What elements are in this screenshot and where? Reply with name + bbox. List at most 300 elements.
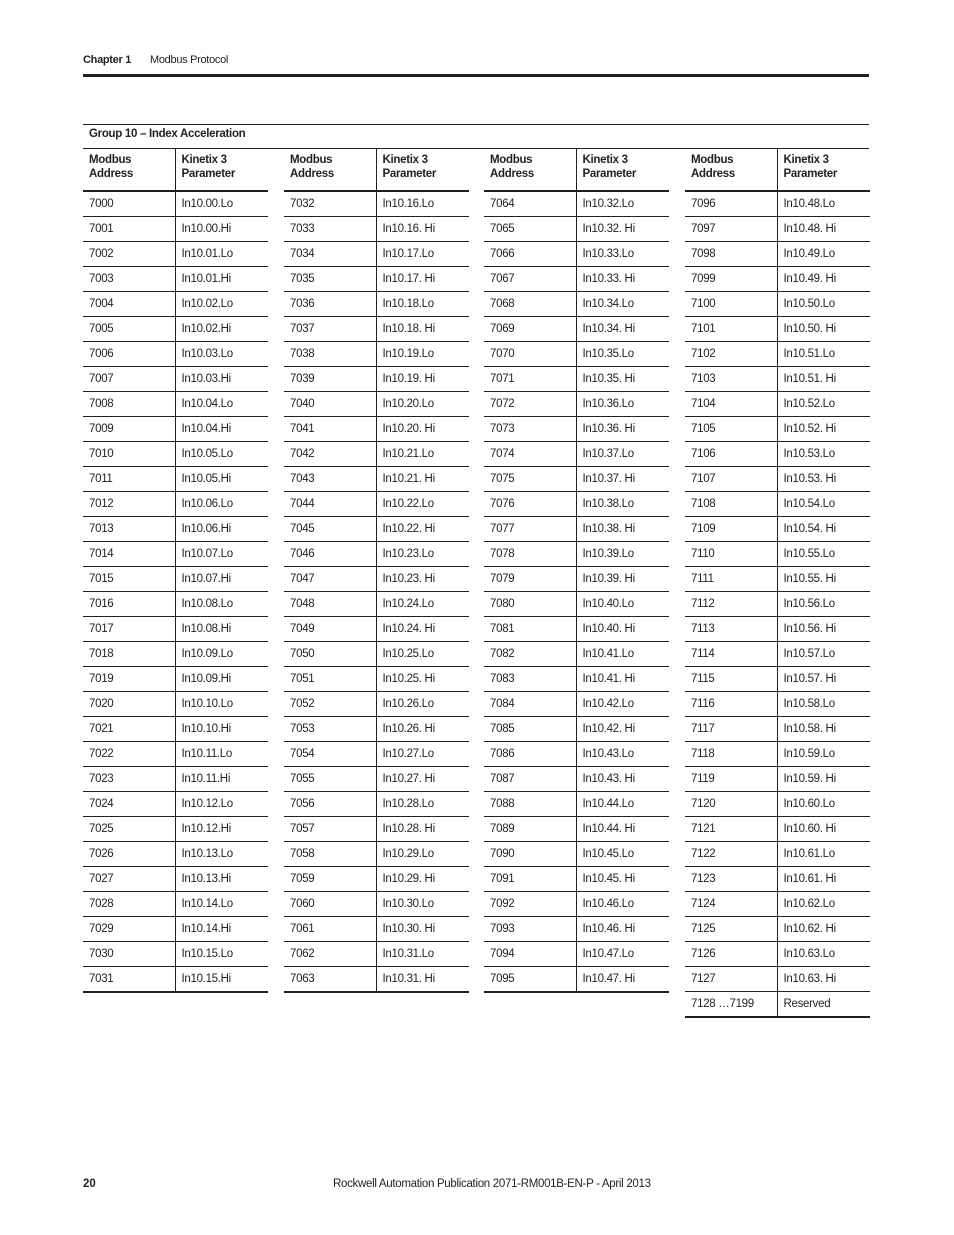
- modbus-address-cell: 7100: [685, 292, 777, 317]
- table-row: [83, 492, 268, 517]
- parameter-cell: In10.07.Lo: [175, 542, 268, 567]
- table-header-row: [284, 149, 469, 191]
- table-row: [484, 442, 669, 467]
- table-row: [284, 342, 469, 367]
- column-header-parameter: Kinetix 3 Parameter: [777, 149, 870, 191]
- parameter-cell: In10.22. Hi: [376, 517, 469, 542]
- table-row: [484, 267, 669, 292]
- table-row: [685, 292, 870, 317]
- table-row: [83, 567, 268, 592]
- table-row: [83, 817, 268, 842]
- parameter-cell: In10.04.Lo: [175, 392, 268, 417]
- table-row: [685, 917, 870, 942]
- table-row: [83, 442, 268, 467]
- modbus-address-cell: 7030: [83, 942, 175, 967]
- parameter-cell: In10.26. Hi: [376, 717, 469, 742]
- modbus-address-cell: 7031: [83, 967, 175, 993]
- column-header-address: Modbus Address: [284, 149, 376, 191]
- parameter-cell: In10.15.Lo: [175, 942, 268, 967]
- parameter-cell: In10.34.Lo: [576, 292, 669, 317]
- page-header: [83, 54, 869, 76]
- table-row: [83, 317, 268, 342]
- parameter-cell: In10.35.Lo: [576, 342, 669, 367]
- table-row: [484, 892, 669, 917]
- table-row: [685, 317, 870, 342]
- parameter-cell: In10.34. Hi: [576, 317, 669, 342]
- parameter-cell: In10.58. Hi: [777, 717, 870, 742]
- modbus-address-cell: 7032: [284, 191, 376, 217]
- table-row: [83, 717, 268, 742]
- parameter-cell: In10.55. Hi: [777, 567, 870, 592]
- modbus-address-cell: 7002: [83, 242, 175, 267]
- column-header-address: Modbus Address: [484, 149, 576, 191]
- table-row: [284, 667, 469, 692]
- table-row: [484, 617, 669, 642]
- parameter-cell: In10.10.Lo: [175, 692, 268, 717]
- parameter-cell: In10.22.Lo: [376, 492, 469, 517]
- modbus-table: [83, 149, 268, 993]
- chapter-title: Modbus Protocol: [150, 54, 229, 66]
- modbus-address-cell: 7107: [685, 467, 777, 492]
- modbus-address-cell: 7012: [83, 492, 175, 517]
- parameter-cell: In10.41. Hi: [576, 667, 669, 692]
- parameter-cell: In10.58.Lo: [777, 692, 870, 717]
- table-row: [284, 767, 469, 792]
- table-row: [284, 792, 469, 817]
- parameter-cell: In10.31.Lo: [376, 942, 469, 967]
- modbus-address-cell: 7081: [484, 617, 576, 642]
- modbus-address-cell: 7029: [83, 917, 175, 942]
- table-row: [484, 867, 669, 892]
- modbus-address-cell: 7046: [284, 542, 376, 567]
- table-row: [484, 217, 669, 242]
- parameter-cell: In10.06.Lo: [175, 492, 268, 517]
- table-row: [83, 942, 268, 967]
- parameter-cell: In10.59. Hi: [777, 767, 870, 792]
- parameter-cell: In10.52. Hi: [777, 417, 870, 442]
- parameter-cell: In10.30.Lo: [376, 892, 469, 917]
- parameter-cell: In10.09.Hi: [175, 667, 268, 692]
- chapter-label: Chapter 1: [83, 54, 132, 66]
- modbus-address-cell: 7025: [83, 817, 175, 842]
- parameter-cell: In10.56.Lo: [777, 592, 870, 617]
- table-row: [484, 692, 669, 717]
- modbus-address-cell: 7074: [484, 442, 576, 467]
- column-header-address: Modbus Address: [685, 149, 777, 191]
- table-row: [484, 292, 669, 317]
- modbus-address-cell: 7091: [484, 867, 576, 892]
- parameter-cell: In10.39.Lo: [576, 542, 669, 567]
- modbus-address-cell: 7045: [284, 517, 376, 542]
- table-row: [284, 842, 469, 867]
- modbus-address-cell: 7020: [83, 692, 175, 717]
- modbus-address-cell: 7083: [484, 667, 576, 692]
- table-row: [484, 942, 669, 967]
- modbus-address-cell: 7063: [284, 967, 376, 993]
- parameter-cell: In10.17. Hi: [376, 267, 469, 292]
- parameter-cell: In10.57. Hi: [777, 667, 870, 692]
- parameter-cell: In10.40.Lo: [576, 592, 669, 617]
- modbus-address-cell: 7021: [83, 717, 175, 742]
- table-row: [284, 242, 469, 267]
- table-row: [484, 592, 669, 617]
- table-row: [685, 492, 870, 517]
- parameter-cell: In10.03.Lo: [175, 342, 268, 367]
- parameter-cell: In10.37.Lo: [576, 442, 669, 467]
- modbus-address-cell: 7072: [484, 392, 576, 417]
- modbus-address-cell: 7018: [83, 642, 175, 667]
- parameter-cell: In10.23.Lo: [376, 542, 469, 567]
- table-row: [83, 367, 268, 392]
- table-row: [83, 342, 268, 367]
- table-row: [484, 817, 669, 842]
- modbus-address-cell: 7024: [83, 792, 175, 817]
- parameter-cell: In10.30. Hi: [376, 917, 469, 942]
- table-row: [83, 191, 268, 217]
- modbus-address-cell: 7010: [83, 442, 175, 467]
- modbus-address-cell: 7106: [685, 442, 777, 467]
- parameter-cell: In10.47.Lo: [576, 942, 669, 967]
- parameter-cell: In10.53.Lo: [777, 442, 870, 467]
- table-row: [83, 592, 268, 617]
- modbus-address-cell: 7115: [685, 667, 777, 692]
- modbus-address-cell: 7087: [484, 767, 576, 792]
- modbus-address-cell: 7061: [284, 917, 376, 942]
- table-row: [484, 792, 669, 817]
- table-row: [484, 917, 669, 942]
- modbus-address-cell: 7004: [83, 292, 175, 317]
- parameter-cell: In10.45.Lo: [576, 842, 669, 867]
- parameter-cell: In10.25.Lo: [376, 642, 469, 667]
- modbus-address-cell: 7059: [284, 867, 376, 892]
- table-row: [685, 942, 870, 967]
- modbus-address-cell: 7067: [484, 267, 576, 292]
- parameter-cell: In10.11.Lo: [175, 742, 268, 767]
- modbus-address-cell: 7036: [284, 292, 376, 317]
- parameter-cell: In10.36. Hi: [576, 417, 669, 442]
- modbus-address-cell: 7095: [484, 967, 576, 993]
- parameter-cell: In10.44. Hi: [576, 817, 669, 842]
- parameter-cell: In10.49.Lo: [777, 242, 870, 267]
- modbus-address-cell: 7103: [685, 367, 777, 392]
- parameter-cell: In10.27. Hi: [376, 767, 469, 792]
- parameter-cell: In10.38.Lo: [576, 492, 669, 517]
- parameter-cell: In10.19.Lo: [376, 342, 469, 367]
- modbus-address-cell: 7069: [484, 317, 576, 342]
- table-row: [83, 667, 268, 692]
- modbus-address-cell: 7044: [284, 492, 376, 517]
- table-row: [484, 717, 669, 742]
- parameter-cell: In10.02.Hi: [175, 317, 268, 342]
- table-row: [685, 617, 870, 642]
- table-row: [83, 917, 268, 942]
- parameter-cell: In10.13.Hi: [175, 867, 268, 892]
- table-row: [484, 642, 669, 667]
- column-header-parameter: Kinetix 3 Parameter: [376, 149, 469, 191]
- parameter-cell: In10.19. Hi: [376, 367, 469, 392]
- table-row: [284, 717, 469, 742]
- modbus-address-cell: 7047: [284, 567, 376, 592]
- parameter-cell: In10.46. Hi: [576, 917, 669, 942]
- table-row: [685, 792, 870, 817]
- modbus-address-cell: 7038: [284, 342, 376, 367]
- modbus-address-cell: 7089: [484, 817, 576, 842]
- table-row: [83, 742, 268, 767]
- parameter-cell: In10.20. Hi: [376, 417, 469, 442]
- table-row: [484, 667, 669, 692]
- modbus-address-cell: 7008: [83, 392, 175, 417]
- table-row: [284, 642, 469, 667]
- parameter-cell: In10.60.Lo: [777, 792, 870, 817]
- modbus-address-cell: 7027: [83, 867, 175, 892]
- table-row: [83, 792, 268, 817]
- table-row: [685, 217, 870, 242]
- table-row: [83, 217, 268, 242]
- modbus-table: [484, 149, 669, 993]
- table-row: [685, 742, 870, 767]
- parameter-cell: In10.05.Hi: [175, 467, 268, 492]
- table-row: [685, 417, 870, 442]
- table-row: [284, 492, 469, 517]
- register-table: [83, 149, 268, 993]
- modbus-address-cell: 7053: [284, 717, 376, 742]
- modbus-address-cell: 7073: [484, 417, 576, 442]
- parameter-cell: In10.13.Lo: [175, 842, 268, 867]
- modbus-address-cell: 7071: [484, 367, 576, 392]
- parameter-cell: In10.35. Hi: [576, 367, 669, 392]
- parameter-cell: In10.32.Lo: [576, 191, 669, 217]
- parameter-cell: In10.48. Hi: [777, 217, 870, 242]
- parameter-cell: In10.21.Lo: [376, 442, 469, 467]
- table-row: [284, 442, 469, 467]
- modbus-address-cell: 7062: [284, 942, 376, 967]
- parameter-cell: In10.27.Lo: [376, 742, 469, 767]
- modbus-address-cell: 7016: [83, 592, 175, 617]
- table-row: [685, 467, 870, 492]
- modbus-address-cell: 7026: [83, 842, 175, 867]
- modbus-address-cell: 7076: [484, 492, 576, 517]
- table-row: [685, 717, 870, 742]
- table-row: [685, 767, 870, 792]
- parameter-cell: In10.43. Hi: [576, 767, 669, 792]
- table-row: [685, 542, 870, 567]
- parameter-cell: In10.18.Lo: [376, 292, 469, 317]
- modbus-address-cell: 7123: [685, 867, 777, 892]
- modbus-address-cell: 7110: [685, 542, 777, 567]
- column-header-address: Modbus Address: [83, 149, 175, 191]
- modbus-address-cell: 7080: [484, 592, 576, 617]
- parameter-cell: In10.61.Lo: [777, 842, 870, 867]
- parameter-cell: In10.46.Lo: [576, 892, 669, 917]
- table-row: [284, 942, 469, 967]
- parameter-cell: In10.62.Lo: [777, 892, 870, 917]
- table-row: [83, 517, 268, 542]
- table-row: [484, 492, 669, 517]
- modbus-address-cell: 7098: [685, 242, 777, 267]
- table-row: [284, 892, 469, 917]
- parameter-cell: In10.08.Hi: [175, 617, 268, 642]
- modbus-address-cell: 7049: [284, 617, 376, 642]
- modbus-address-cell: 7005: [83, 317, 175, 342]
- parameter-cell: In10.01.Hi: [175, 267, 268, 292]
- parameter-cell: In10.54.Lo: [777, 492, 870, 517]
- table-row: [284, 617, 469, 642]
- modbus-address-cell: 7054: [284, 742, 376, 767]
- parameter-cell: In10.04.Hi: [175, 417, 268, 442]
- parameter-cell: In10.24. Hi: [376, 617, 469, 642]
- parameter-cell: In10.16.Lo: [376, 191, 469, 217]
- parameter-cell: In10.02.Lo: [175, 292, 268, 317]
- column-header-parameter: Kinetix 3 Parameter: [576, 149, 669, 191]
- modbus-address-cell: 7051: [284, 667, 376, 692]
- parameter-cell: In10.49. Hi: [777, 267, 870, 292]
- table-row: [284, 592, 469, 617]
- table-row: [685, 642, 870, 667]
- parameter-cell: In10.45. Hi: [576, 867, 669, 892]
- modbus-address-cell: 7001: [83, 217, 175, 242]
- register-table: [484, 149, 669, 993]
- modbus-address-cell: 7077: [484, 517, 576, 542]
- parameter-cell: In10.01.Lo: [175, 242, 268, 267]
- table-row: [484, 242, 669, 267]
- modbus-address-cell: 7082: [484, 642, 576, 667]
- modbus-address-cell: 7075: [484, 467, 576, 492]
- table-row: [484, 392, 669, 417]
- parameter-cell: In10.32. Hi: [576, 217, 669, 242]
- parameter-cell: In10.18. Hi: [376, 317, 469, 342]
- parameter-cell: In10.05.Lo: [175, 442, 268, 467]
- modbus-address-cell: 7101: [685, 317, 777, 342]
- modbus-address-cell: 7060: [284, 892, 376, 917]
- table-row: [284, 917, 469, 942]
- parameter-cell: In10.56. Hi: [777, 617, 870, 642]
- column-header-parameter: Kinetix 3 Parameter: [175, 149, 268, 191]
- modbus-address-cell: 7078: [484, 542, 576, 567]
- parameter-cell: In10.55.Lo: [777, 542, 870, 567]
- table-row: [685, 867, 870, 892]
- parameter-cell: In10.53. Hi: [777, 467, 870, 492]
- parameter-cell: In10.16. Hi: [376, 217, 469, 242]
- parameter-cell: In10.12.Lo: [175, 792, 268, 817]
- modbus-address-cell: 7055: [284, 767, 376, 792]
- table-row: [83, 617, 268, 642]
- table-header-row: [484, 149, 669, 191]
- header-divider: [83, 74, 869, 77]
- table-row: [484, 467, 669, 492]
- modbus-address-cell: 7070: [484, 342, 576, 367]
- modbus-address-cell: 7092: [484, 892, 576, 917]
- modbus-address-cell: 7019: [83, 667, 175, 692]
- parameter-cell: In10.51. Hi: [777, 367, 870, 392]
- modbus-address-cell: 7040: [284, 392, 376, 417]
- table-row: [83, 642, 268, 667]
- table-row: [685, 267, 870, 292]
- parameter-cell: In10.10.Hi: [175, 717, 268, 742]
- parameter-cell: In10.41.Lo: [576, 642, 669, 667]
- modbus-address-cell: 7128 …7199: [685, 992, 777, 1018]
- table-row: [685, 992, 870, 1018]
- table-row: [284, 317, 469, 342]
- modbus-address-cell: 7066: [484, 242, 576, 267]
- modbus-address-cell: 7079: [484, 567, 576, 592]
- table-row: [83, 867, 268, 892]
- parameter-cell: In10.31. Hi: [376, 967, 469, 993]
- table-row: [484, 742, 669, 767]
- modbus-address-cell: 7085: [484, 717, 576, 742]
- modbus-address-cell: 7108: [685, 492, 777, 517]
- modbus-address-cell: 7042: [284, 442, 376, 467]
- modbus-address-cell: 7121: [685, 817, 777, 842]
- parameter-cell: In10.25. Hi: [376, 667, 469, 692]
- modbus-address-cell: 7105: [685, 417, 777, 442]
- modbus-address-cell: 7017: [83, 617, 175, 642]
- modbus-address-cell: 7028: [83, 892, 175, 917]
- table-header-row: [83, 149, 268, 191]
- parameter-cell: In10.33.Lo: [576, 242, 669, 267]
- modbus-address-cell: 7034: [284, 242, 376, 267]
- parameter-cell: In10.44.Lo: [576, 792, 669, 817]
- table-row: [484, 417, 669, 442]
- table-row: [685, 692, 870, 717]
- modbus-address-cell: 7058: [284, 842, 376, 867]
- parameter-cell: In10.07.Hi: [175, 567, 268, 592]
- table-row: [484, 191, 669, 217]
- modbus-address-cell: 7124: [685, 892, 777, 917]
- modbus-address-cell: 7117: [685, 717, 777, 742]
- table-row: [484, 367, 669, 392]
- modbus-table: [284, 149, 469, 993]
- register-table: [284, 149, 469, 993]
- table-row: [83, 842, 268, 867]
- modbus-address-cell: 7084: [484, 692, 576, 717]
- table-row: [685, 367, 870, 392]
- table-row: [284, 742, 469, 767]
- modbus-address-cell: 7007: [83, 367, 175, 392]
- parameter-cell: In10.63. Hi: [777, 967, 870, 992]
- parameter-cell: In10.40. Hi: [576, 617, 669, 642]
- parameter-cell: In10.52.Lo: [777, 392, 870, 417]
- modbus-address-cell: 7068: [484, 292, 576, 317]
- table-row: [484, 517, 669, 542]
- table-row: [284, 292, 469, 317]
- parameter-cell: In10.43.Lo: [576, 742, 669, 767]
- modbus-address-cell: 7043: [284, 467, 376, 492]
- modbus-address-cell: 7013: [83, 517, 175, 542]
- modbus-address-cell: 7041: [284, 417, 376, 442]
- table-row: [484, 317, 669, 342]
- modbus-address-cell: 7086: [484, 742, 576, 767]
- modbus-address-cell: 7125: [685, 917, 777, 942]
- modbus-address-cell: 7088: [484, 792, 576, 817]
- table-row: [685, 242, 870, 267]
- table-row: [83, 392, 268, 417]
- modbus-table: [685, 149, 870, 1018]
- parameter-cell: In10.03.Hi: [175, 367, 268, 392]
- parameter-cell: In10.14.Hi: [175, 917, 268, 942]
- table-row: [484, 567, 669, 592]
- table-row: [484, 767, 669, 792]
- table-row: [83, 242, 268, 267]
- modbus-address-cell: 7011: [83, 467, 175, 492]
- modbus-address-cell: 7052: [284, 692, 376, 717]
- parameter-cell: In10.20.Lo: [376, 392, 469, 417]
- modbus-address-cell: 7094: [484, 942, 576, 967]
- modbus-address-cell: 7014: [83, 542, 175, 567]
- modbus-address-cell: 7009: [83, 417, 175, 442]
- parameter-cell: In10.06.Hi: [175, 517, 268, 542]
- modbus-address-cell: 7023: [83, 767, 175, 792]
- table-row: [284, 542, 469, 567]
